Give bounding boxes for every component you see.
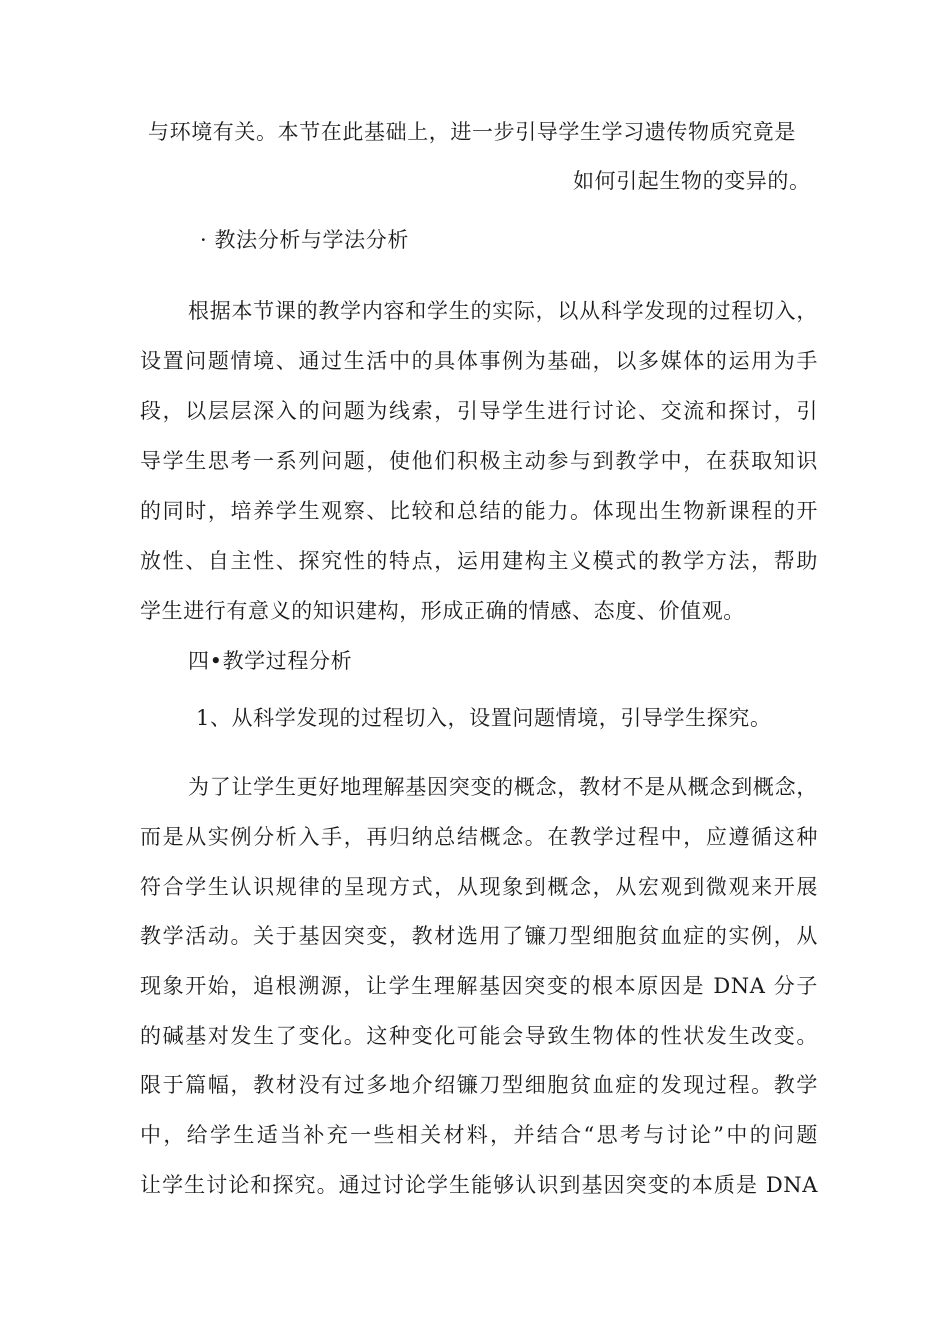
intro-line-2: 如何引起生物的变异的。 (573, 169, 811, 193)
process-line-7: 限于篇幅，教材没有过多地介绍镰刀型细胞贫血症的发现过程。教学 (140, 1073, 818, 1097)
method-line-6: 放性、自主性、探究性的特点，运用建构主义模式的教学方法，帮助 (140, 549, 818, 573)
process-line-1: 为了让学生更好地理解基因突变的概念，教材不是从概念到概念， (188, 775, 818, 799)
process-line-3: 符合学生认识规律的呈现方式，从现象到概念，从宏观到微观来开展 (140, 875, 818, 899)
process-line-8: 中，给学生适当补充一些相关材料，并结合“思考与讨论”中的问题 (140, 1123, 818, 1147)
method-line-5: 的同时，培养学生观察、比较和总结的能力。体现出生物新课程的开 (140, 499, 818, 523)
process-line-4: 教学活动。关于基因突变，教材选用了镰刀型细胞贫血症的实例，从 (140, 924, 818, 948)
process-heading: 四•教学过程分析 (188, 649, 353, 673)
method-line-7: 学生进行有意义的知识建构，形成正确的情感、态度、价值观。 (140, 599, 745, 623)
method-line-3: 段，以层层深入的问题为线索，引导学生进行讨论、交流和探讨，引 (140, 399, 818, 423)
process-line-9: 让学生讨论和探究。通过讨论学生能够认识到基因突变的本质是 DNA (140, 1173, 818, 1197)
method-line-1: 根据本节课的教学内容和学生的实际，以从科学发现的过程切入， (188, 299, 818, 323)
method-heading: · 教法分析与学法分析 (200, 228, 409, 252)
process-line-5: 现象开始，追根溯源，让学生理解基因突变的根本原因是 DNA 分子 (140, 974, 818, 998)
method-line-2: 设置问题情境、通过生活中的具体事例为基础，以多媒体的运用为手 (140, 349, 818, 373)
method-line-4: 导学生思考一系列问题，使他们积极主动参与到教学中，在获取知识 (140, 449, 818, 473)
process-line-6: 的碱基对发生了变化。这种变化可能会导致生物体的性状发生改变。 (140, 1024, 818, 1048)
process-subheading: 1、从科学发现的过程切入，设置问题情境，引导学生探究。 (196, 706, 772, 730)
process-line-2: 而是从实例分析入手，再归纳总结概念。在教学过程中，应遵循这种 (140, 825, 818, 849)
intro-line-1: 与环境有关。本节在此基础上，进一步引导学生学习遗传物质究竟是 (148, 120, 796, 144)
